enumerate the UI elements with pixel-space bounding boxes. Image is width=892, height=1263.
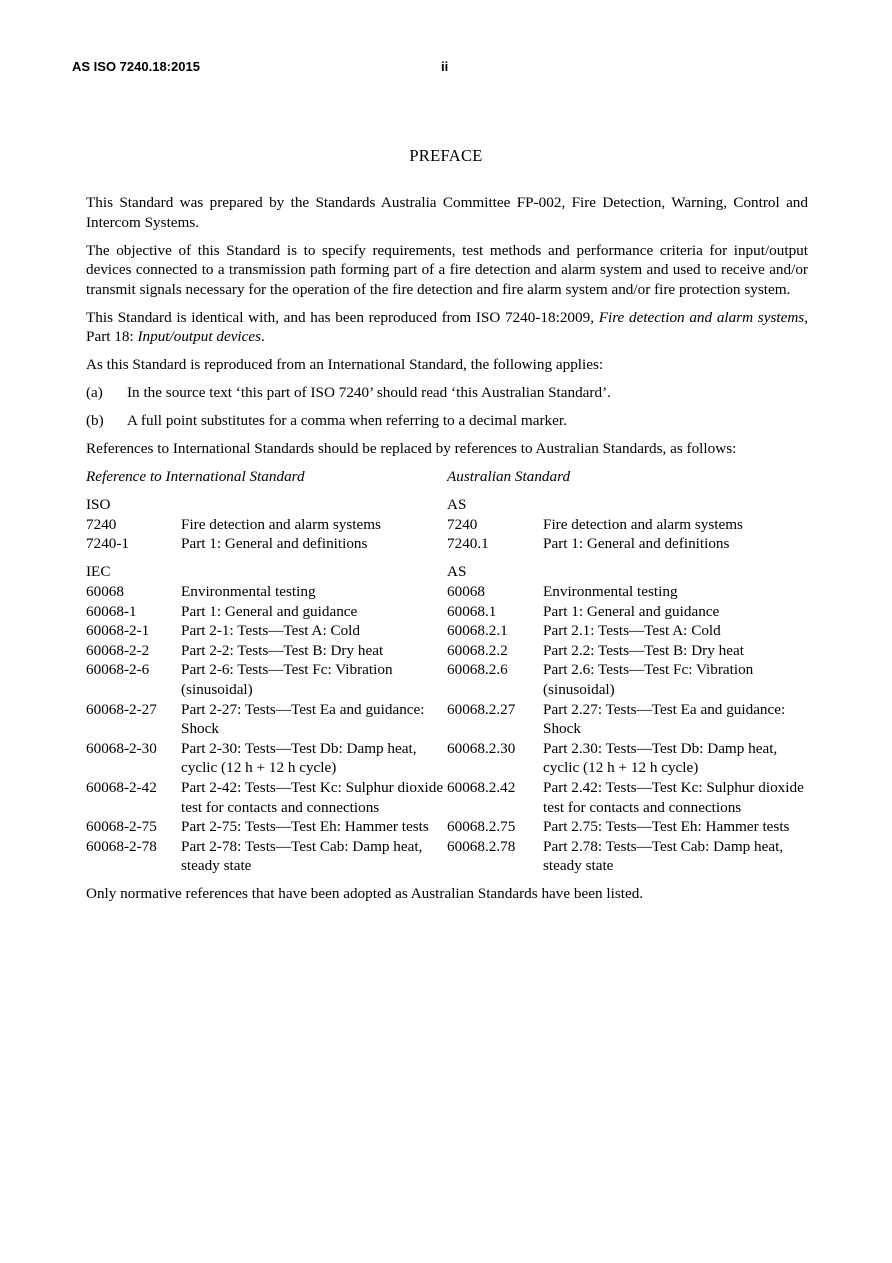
au-number-cell: 60068.2.75 [447,818,516,836]
paragraph-identical-italic-1: Fire detection and alarm systems [598,308,805,326]
intl-title-cell: Part 2-2: Tests—Test B: Dry heat [181,641,384,659]
paragraph-identical [86,308,808,347]
paragraph-objective: The objective of this Standard is to specify requirements, test methods and performance criteria for input/output devices connected to a transmission path forming part of a fire detection and alarm system and used to receive and/or transmit signals necessary for the operation of the fire detection and fire alarm system and/or fire protection system. [86,241,808,298]
intl-title-cell [181,562,447,582]
au-number-cell: 60068.2.6 [447,661,508,679]
au-title-cell [543,495,808,515]
table-row [86,817,808,837]
intl-number-cell: 60068-2-27 [86,700,157,718]
au-title-cell: Part 2.75: Tests—Test Eh: Hammer tests [543,818,790,836]
preface-body [86,193,808,912]
page-number: ii [441,59,449,74]
au-title-cell: Part 2.2: Tests—Test B: Dry heat [543,641,744,659]
table-row [86,621,808,641]
intl-title-cell: Part 2-75: Tests—Test Eh: Hammer tests [181,818,429,836]
intl-title-cell: Part 2-27: Tests—Test Ea and guidance: Shock [181,700,425,738]
paragraph-identical-text-3: . [261,328,265,346]
list-item-label: (b) [86,412,104,430]
au-number-cell: 7240 [447,515,478,533]
paragraph-applies: As this Standard is reproduced from an International Standard, the following applies: [86,356,604,374]
intl-number-cell: 60068-2-78 [86,837,157,855]
au-number-cell: 60068.2.2 [447,641,508,659]
au-number-cell: 60068.1 [447,602,497,620]
au-number-cell: 60068.2.27 [447,700,516,718]
intl-number-cell: 60068-1 [86,602,137,620]
table-row [86,515,808,535]
paragraph-committee: This Standard was prepared by the Standards Australia Committee FP-002, Fire Detection, Warning, Control and Intercom Systems. [86,194,808,231]
au-number-cell: 60068.2.42 [447,778,516,796]
au-number-cell: AS [447,563,467,581]
table-group-iec [86,562,808,876]
paragraph-references: References to International Standards should be replaced by references to Australian Standards, as follows: [86,440,737,458]
au-title-cell: Part 2.27: Tests—Test Ea and guidance: Shock [543,700,786,738]
table-row [86,837,808,876]
list-item-text: In the source text ‘this part of ISO 7240’ should read ‘this Australian Standard’. [127,384,611,402]
list-item-label: (a) [86,384,103,402]
header-international: Reference to International Standard [86,468,305,486]
au-title-cell: Part 2.30: Tests—Test Db: Damp heat, cyclic (12 h + 12 h cycle) [543,739,778,777]
au-title-cell: Fire detection and alarm systems [543,515,743,533]
table-row [86,582,808,602]
standard-id-header: AS ISO 7240.18:2015 [72,59,200,74]
intl-number-cell: 7240-1 [86,535,130,553]
paragraph-identical-italic-2: Input/output devices [137,328,262,346]
list-item [86,383,808,403]
intl-title-cell: Part 2-6: Tests—Test Fc: Vibration (sinusoidal) [181,661,393,698]
intl-title-cell: Part 2-42: Tests—Test Kc: Sulphur dioxide test for contacts and connections [181,778,444,816]
au-number-cell: 7240.1 [447,535,489,553]
paragraph-identical-text-2: , Part 18: [86,308,808,346]
au-number-cell: AS [447,496,467,514]
table-row [86,534,808,554]
reference-table [86,467,808,876]
au-title-cell [543,562,808,582]
intl-title-cell: Part 2-1: Tests—Test A: Cold [181,622,360,640]
intl-number-cell: 60068-2-2 [86,641,150,659]
intl-number-cell: 60068-2-75 [86,818,157,836]
paragraph-normative-note: Only normative references that have been adopted as Australian Standards have been listed. [86,885,644,903]
intl-number-cell: 60068-2-30 [86,739,157,757]
intl-number-cell: IEC [86,563,111,581]
au-title-cell: Environmental testing [543,583,678,601]
header-australian: Australian Standard [447,468,571,486]
page-title: PREFACE [409,146,483,165]
table-row [86,739,808,778]
intl-number-cell: 60068-2-42 [86,778,157,796]
table-row [86,562,808,582]
intl-title-cell: Part 2-30: Tests—Test Db: Damp heat, cyclic (12 h + 12 h cycle) [181,739,417,777]
intl-title-cell: Environmental testing [181,583,316,601]
table-header [86,467,808,487]
intl-title-cell: Part 1: General and guidance [181,602,358,620]
au-title-cell: Part 1: General and guidance [543,602,720,620]
table-group-iso [86,495,808,554]
intl-title-cell: Fire detection and alarm systems [181,515,381,533]
au-title-cell: Part 2.6: Tests—Test Fc: Vibration (sinusoidal) [543,661,754,698]
au-title-cell: Part 1: General and definitions [543,535,730,553]
table-row [86,700,808,739]
intl-number-cell: 60068 [86,583,124,601]
group-spacer [86,554,808,562]
intl-title-cell [181,495,447,515]
au-title-cell: Part 2.78: Tests—Test Cab: Damp heat, steady state [543,837,784,875]
table-row [86,641,808,661]
table-row [86,778,808,817]
list-item-text: A full point substitutes for a comma when referring to a decimal marker. [127,412,567,430]
intl-number-cell: 60068-2-1 [86,622,150,640]
table-row [86,602,808,622]
intl-number-cell: 60068-2-6 [86,661,150,679]
au-number-cell: 60068.2.78 [447,837,516,855]
au-title-cell: Part 2.1: Tests—Test A: Cold [543,622,721,640]
au-number-cell: 60068 [447,583,485,601]
paragraph-identical-text-1: This Standard is identical with, and has been reproduced from ISO 7240-18:2009, [86,308,599,326]
table-row [86,660,808,699]
intl-title-cell: Part 1: General and definitions [181,535,368,553]
intl-number-cell: 7240 [86,515,117,533]
au-title-cell: Part 2.42: Tests—Test Kc: Sulphur dioxide test for contacts and connections [543,778,804,816]
au-number-cell: 60068.2.1 [447,622,508,640]
intl-number-cell: ISO [86,496,111,514]
table-row [86,495,808,515]
intl-title-cell: Part 2-78: Tests—Test Cab: Damp heat, steady state [181,837,423,875]
au-number-cell: 60068.2.30 [447,739,516,757]
list-item [86,411,808,431]
